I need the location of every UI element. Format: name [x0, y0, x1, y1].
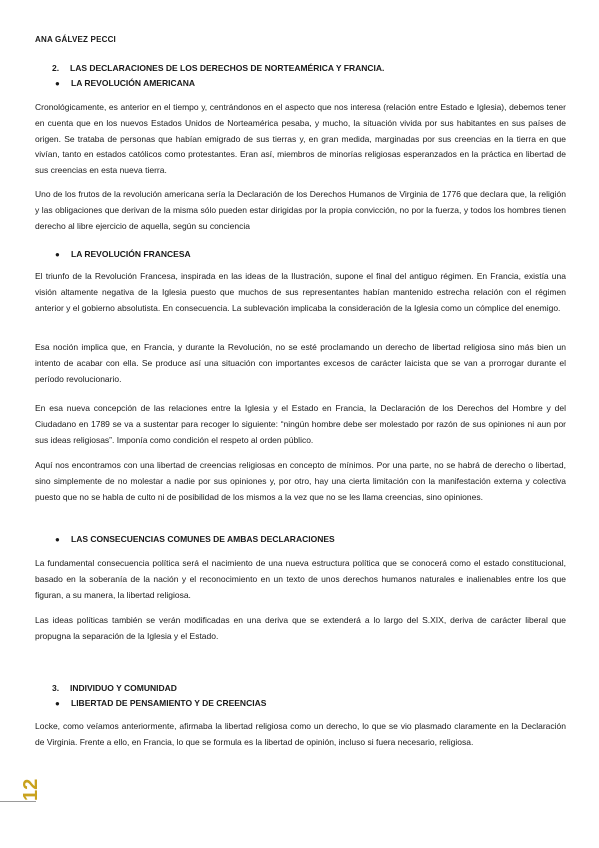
paragraph-9 [35, 719, 566, 751]
paragraph-text: Locke, como veíamos anteriormente, afirmaba la libertad religiosa como un derecho, lo que se vio plasmado claramente en la Declaración de Virginia. Frente a ello, en Francia, lo que se formula es la libertad de opinión, incluso si fuera necesario, religiosa. [35, 721, 566, 747]
section-2-heading [52, 63, 384, 73]
paragraph-text: Cronológicamente, es anterior en el tiempo y, centrándonos en el aspecto que nos interesa (relación entre Estado e Iglesia), debemos tener en cuenta que en los nuevos Estados Unidos de Norteamérica pesaba, y mucho, la situación vivida por sus habitantes en sus países de origen. Se trataba de personas que habían emigrado de sus tierras y, en gran medida, marginadas por sus creencias en la tierra en que vivían, tanto en estados católicos como protestantes. Eran así, miembros de minorías religiosas esperanzados en la práctica en libertad de sus creencias en esta nueva tierra. [35, 102, 566, 176]
paragraph-5 [35, 401, 566, 448]
paragraph-text: Aquí nos encontramos con una libertad de creencias religiosas en concepto de mínimos. Por una parte, no se habrá de derecho o libertad, sino simplemente de no molestar a nadie por sus opiniones y, por otro, hay una cierta limitación con la manifestación externa y colectiva puesto que no se habla de culto ni de posibilidad de los mismos a la vez que no se les llama creencias, sino opiniones. [35, 460, 566, 502]
paragraph-text: El triunfo de la Revolución Francesa, inspirada en las ideas de la Ilustración, supone el final del antiguo régimen. En Francia, existía una visión altamente negativa de la Iglesia puesto que muchos de sus representantes habían mantenido estrecha relación con el régimen anterior y el gobierno absolutista. En consecuencia. La sublevación implicaba la consideración de la Iglesia como un cómplice del enemigo. [35, 271, 566, 313]
paragraph-text: La fundamental consecuencia política será el nacimiento de una nueva estructura política que se conocerá como el estado constitucional, basado en la soberanía de la nación y el reconocimiento en un texto de unos derechos humanos naturales e inalienables entre los que figuran, a su manera, la libertad religiosa. [35, 558, 566, 600]
paragraph-2 [35, 187, 566, 234]
paragraph-4 [35, 340, 566, 387]
paragraph-text: Uno de los frutos de la revolución americana sería la Declaración de los Derechos Humanos de Virginia de 1776 que declara que, la religión y las obligaciones que derivan de la misma sólo pueden estar dirigidas por la propia convicción, no por la fuerza, y todos los hombres tienen derecho al libre ejercicio de aquella, según su conciencia [35, 189, 566, 231]
paragraph-1 [35, 100, 566, 179]
bullet-icon: ● [55, 250, 60, 259]
paragraph-3 [35, 269, 566, 316]
paragraph-8 [35, 613, 566, 645]
bullet-icon: ● [55, 535, 60, 544]
subheading-american-revolution [55, 78, 195, 88]
subheading-freedom-of-thought [55, 698, 266, 708]
subheading-french-label: LA REVOLUCIÓN FRANCESA [71, 249, 191, 259]
paragraph-text: Las ideas políticas también se verán modificadas en una deriva que se extenderá a lo largo del S.XIX, deriva de carácter liberal que propugna la separación de la Iglesia y el Estado. [35, 615, 566, 641]
subheading-common-consequences [55, 534, 335, 544]
subheading-thought-label: LIBERTAD DE PENSAMIENTO Y DE CREENCIAS [71, 698, 267, 708]
section-2-number: 2. [52, 63, 60, 73]
page-number: 12 [20, 778, 42, 801]
subheading-common-label: LAS CONSECUENCIAS COMUNES DE AMBAS DECLARACIONES [71, 534, 335, 544]
paragraph-text: Esa noción implica que, en Francia, y durante la Revolución, no se esté proclamando un derecho de libertad religiosa sino más bien un intento de acabar con ella. Se produce así una situación con importantes excesos de carácter laicista que se van a prorrogar durante el período revolucionario. [35, 342, 566, 384]
section-3-heading [52, 683, 177, 693]
paragraph-6 [35, 458, 566, 505]
section-3-title: INDIVIDUO Y COMUNIDAD [70, 683, 177, 693]
subheading-american-label: LA REVOLUCIÓN AMERICANA [71, 78, 196, 88]
paragraph-text: En esa nueva concepción de las relaciones entre la Iglesia y el Estado en Francia, la Declaración de los Derechos del Hombre y del Ciudadano en 1789 se va a sustentar para recoger lo siguiente: “ningún hombre debe ser molestado por razón de sus opiniones ni aun por sus ideas religiosas”. Imponía como condición el respeto al orden público. [35, 403, 566, 445]
paragraph-7 [35, 556, 566, 603]
footer-rule [0, 801, 36, 802]
section-2-title: LAS DECLARACIONES DE LOS DERECHOS DE NORTEAMÉRICA Y FRANCIA. [70, 63, 385, 73]
bullet-icon: ● [55, 699, 60, 708]
subheading-french-revolution [55, 249, 191, 259]
bullet-icon: ● [55, 79, 60, 88]
running-header-author: ANA GÁLVEZ PECCI [35, 35, 116, 44]
section-3-number: 3. [52, 683, 60, 693]
